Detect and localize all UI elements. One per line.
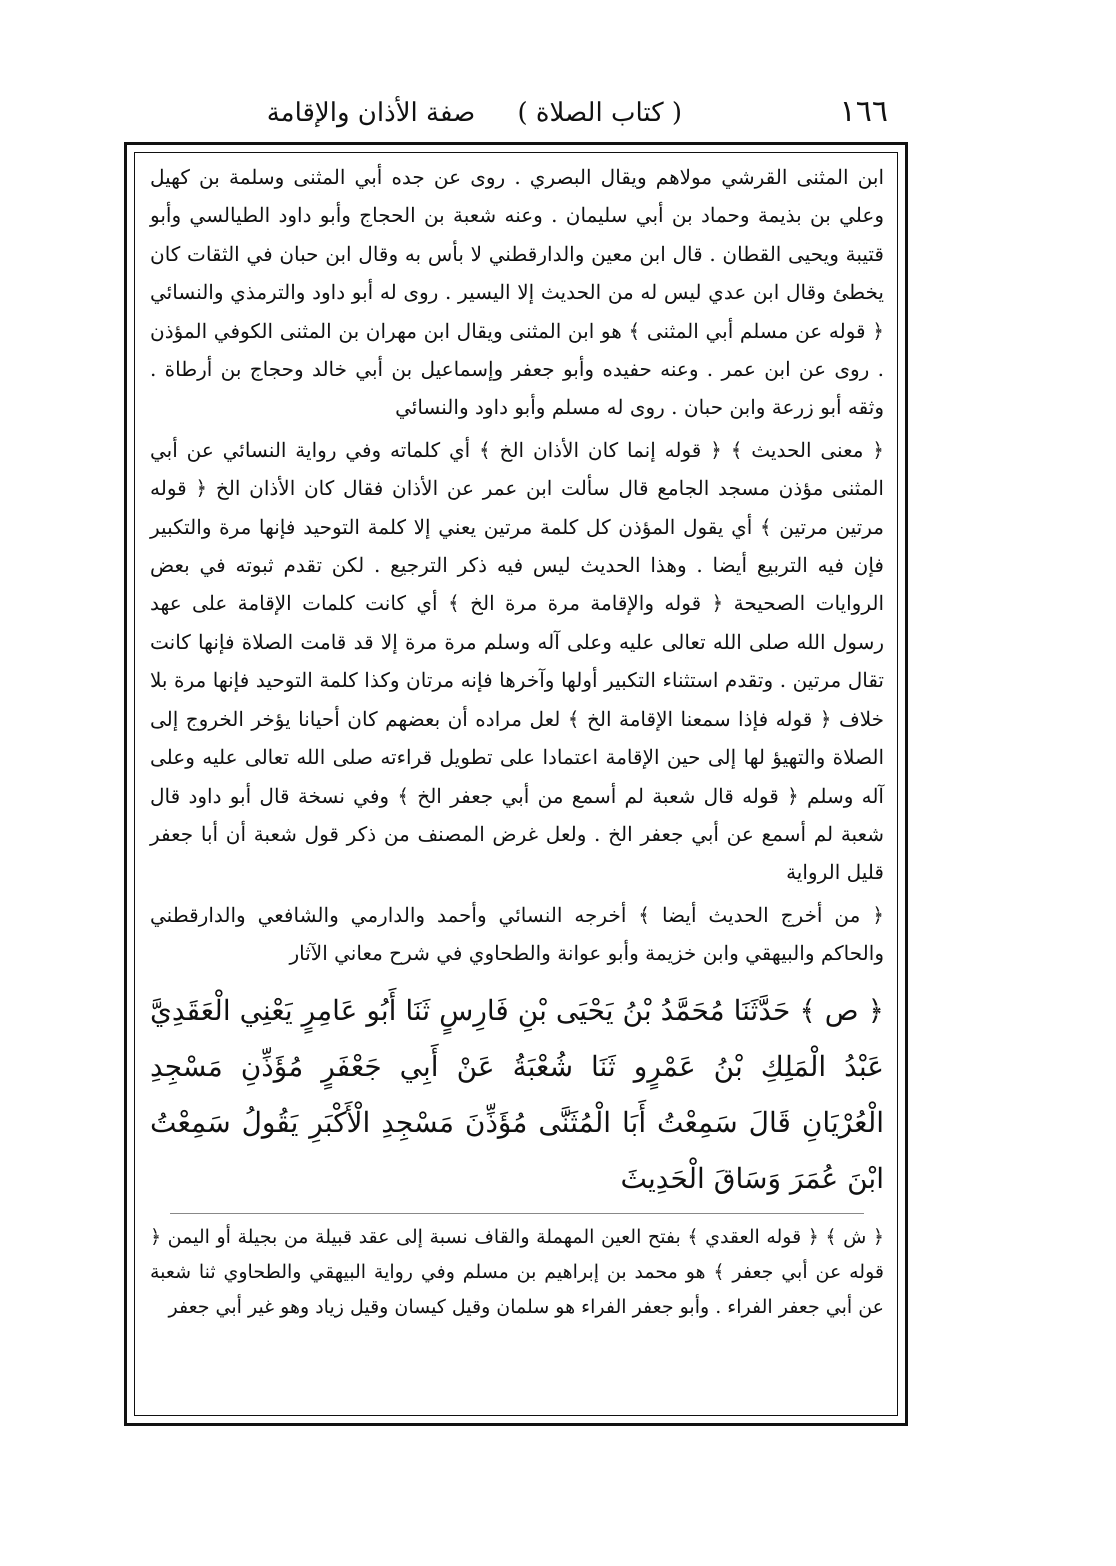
section-divider xyxy=(170,1213,864,1214)
page-number: ١٦٦ xyxy=(839,94,888,129)
running-title xyxy=(267,94,682,132)
commentary-text: ﴿ ش ﴾ ﴿ قوله العقدي ﴾ بفتح العين المهملة والقاف نسبة إلى عقد قبيلة من بجيلة أو اليمن ﴿ قوله عن أبي جعفر ﴾ هو محمد بن إبراهيم بن مسلم وفي رواية البيهقي والطحاوي ثنا شعبة عن أبي جعفر الفراء . وأبو جعفر الفراء هو سلمان وقيل كيسان وقيل زياد وهو غير أبي جعفر xyxy=(150,1225,884,1318)
page-body xyxy=(150,158,884,1325)
chapter-title: صفة الأذان والإقامة xyxy=(266,98,476,128)
page-header xyxy=(140,92,892,136)
hadith-meaning-paragraph: ﴿ معنى الحديث ﴾ ﴿ قوله إنما كان الأذان الخ ﴾ أي كلماته وفي رواية النسائي عن أبي المثنى مؤذن مسجد الجامع قال سألت ابن عمر عن الأذان فقال كان الأذان الخ ﴿ قوله مرتين مرتين ﴾ أي يقول المؤذن كل كلمة مرتين يعني إلا كلمة التوحيد فإنها مرة والتكبير فإن فيه التربيع أيضا . وهذا الحديث ليس فيه ذكر الترجيع . لكن تقدم ثبوته في بعض الروايات الصحيحة ﴿ قوله والإقامة مرة مرة الخ ﴾ أي كانت كلمات الإقامة على عهد رسول الله صلى الله تعالى عليه وعلى آله وسلم مرة مرة إلا قد قامت الصلاة فإنها كانت تقال مرتين . وتقدم استثناء التكبير أولها وآخرها فإنه مرتان وكذا كلمة التوحيد فإنها مرة بلا خلاف ﴿ قوله فإذا سمعنا الإقامة الخ ﴾ لعل مراده أن بعضهم كان أحيانا يؤخر الخروج إلى الصلاة والتهيؤ لها إلى حين الإقامة اعتمادا على تطويل قراءته صلى الله تعالى عليه وعلى آله وسلم ﴿ قوله قال شعبة لم أسمع من أبي جعفر الخ ﴾ وفي نسخة قال أبو داود قال شعبة لم أسمع عن أبي جعفر الخ . ولعل غرض المصنف من ذكر قول شعبة أن أبا جعفر قليل الرواية xyxy=(150,437,884,885)
narrator-biography-paragraph: ابن المثنى القرشي مولاهم ويقال البصري . روى عن جده أبي المثنى وسلمة بن كهيل وعلي بن بذيمة وحماد بن أبي سليمان . وعنه شعبة بن الحجاج وأبو داود الطيالسي وأبو قتيبة ويحيى القطان . قال ابن معين والدارقطني لا بأس به وقال ابن حبان في الثقات كان يخطئ وقال ابن عدي ليس له من الحديث إلا اليسير . روى له أبو داود والترمذي والنسائي ﴿ قوله عن مسلم أبي المثنى ﴾ هو ابن المثنى ويقال ابن مهران بن المثنى الكوفي المؤذن . روى عن ابن عمر . وعنه حفيده وأبو جعفر وإسماعيل بن أبي خالد وحجاج بن أرطاة . وثقه أبو زرعة وابن حبان . روى له مسلم وأبو داود والنسائي xyxy=(150,165,884,420)
hadith-text: ﴿ ص ﴾ حَدَّثَنَا مُحَمَّدُ بْنُ يَحْيَى بْنِ فَارِسٍ ثَنَا أَبُو عَامِرٍ يَعْنِي الْعَقَدِيَّ عَبْدُ الْمَلِكِ بْنُ عَمْرٍو ثَنَا شُعْبَةُ عَنْ أَبِي جَعْفَرٍ مُؤَذِّنِ مَسْجِدِ الْعُرْيَانِ قَالَ سَمِعْتُ أَبَا الْمُثَنَّى مُؤَذِّنَ مَسْجِدِ الْأَكْبَرِ يَقُولُ سَمِعْتُ ابْنَ عُمَرَ وَسَاقَ الْحَدِيثَ xyxy=(150,993,884,1195)
book-title: ( كتاب الصلاة ) xyxy=(517,98,682,128)
takhrij-paragraph: ﴿ من أخرج الحديث أيضا ﴾ أخرجه النسائي وأحمد والدارمي والشافعي والدارقطني والحاكم والبيهقي وابن خزيمة وأبو عوانة والطحاوي في شرح معاني الآثار xyxy=(150,902,884,966)
